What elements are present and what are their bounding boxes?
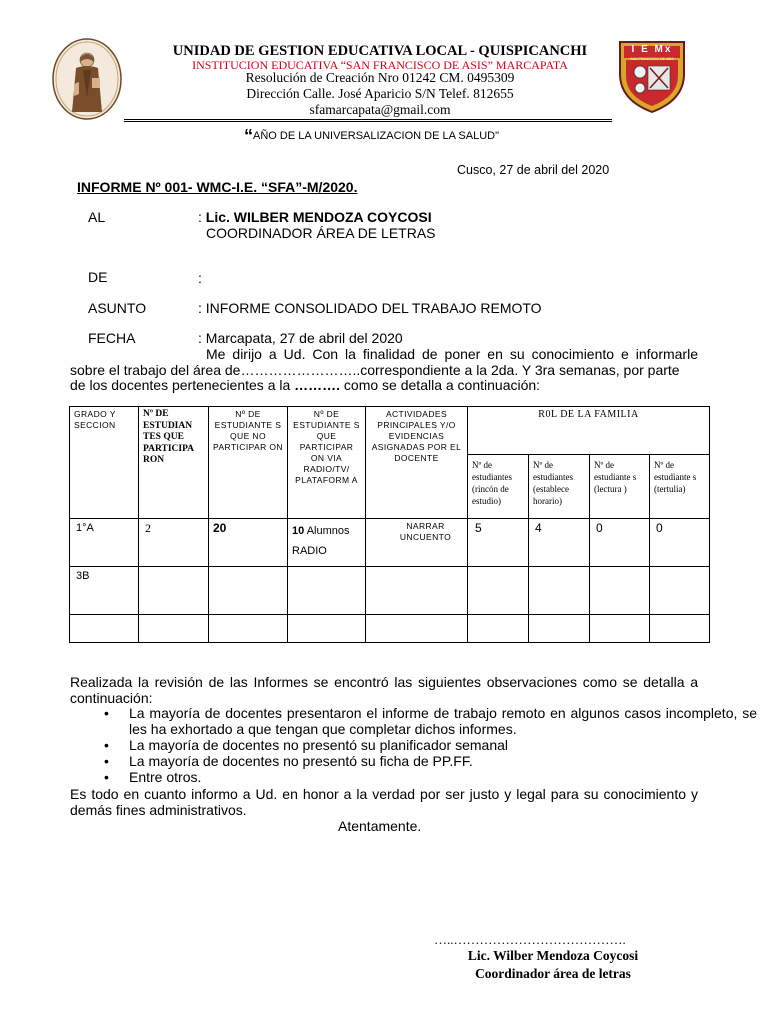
table-header-row — [70, 407, 710, 455]
intro-line-3c: como se detalla a continuación: — [340, 377, 541, 393]
saint-logo — [52, 38, 122, 120]
al-value — [198, 209, 432, 225]
cell-empty — [468, 567, 529, 615]
cell-empty — [366, 567, 468, 615]
cell-empty — [139, 567, 209, 615]
cell-via-text: Alumnos — [304, 525, 350, 537]
table-row — [70, 567, 710, 615]
intro-line-3 — [70, 377, 540, 393]
asunto-value: : INFORME CONSOLIDADO DEL TRABAJO REMOTO — [198, 300, 542, 316]
asunto-label: ASUNTO — [88, 300, 147, 316]
cell-empty — [529, 615, 590, 643]
cell-empty — [70, 615, 139, 643]
institution-name: INSTITUCION EDUCATIVA “SAN FRANCISCO DE ASIS” MARCAPATA — [192, 58, 568, 72]
closing-paragraph: Es todo en cuanto informo a Ud. en honor a la verdad por ser justo y legal para su conocimiento y demás fines administrativos. — [70, 786, 698, 818]
observation-text: La mayoría de docentes no presentó su ficha de PP.FF. — [129, 753, 473, 769]
signer-name: Lic. Wilber Mendoza Coycosi — [467, 948, 639, 963]
header-rule — [124, 119, 612, 122]
cell-tertulia: 0 — [650, 519, 710, 567]
observation-text: Entre otros. — [129, 769, 202, 785]
al-colon: : — [198, 209, 206, 225]
fecha-label: FECHA — [88, 330, 136, 346]
observations-intro: Realizada la revisión de las Informes se encontró las siguientes observaciones como se detalla a continuación: — [70, 674, 698, 706]
year-motto-quote: “ — [244, 126, 253, 146]
cell-empty — [139, 615, 209, 643]
cell-empty — [288, 615, 366, 643]
intro-area-blank: ………. — [294, 377, 341, 393]
bullet-icon: • — [104, 705, 109, 721]
al-name: Lic. WILBER MENDOZA COYCOSI — [205, 209, 432, 225]
cell-empty — [209, 615, 288, 643]
cell-grado: 1°A — [70, 519, 139, 567]
cell-grado: 3B — [70, 567, 139, 615]
atentamente: Atentamente. — [338, 818, 422, 834]
observations-list — [70, 705, 757, 785]
header-via: Nº DE ESTUDIANTE S QUE PARTICIPAR ON VIA RADIO/TV/ PLATAFORM A — [288, 407, 366, 519]
header-tertulia: Nº de estudiante s (tertulia) — [650, 455, 710, 519]
cell-empty — [366, 615, 468, 643]
cell-empty — [468, 615, 529, 643]
table-row — [70, 519, 710, 567]
cell-via-line2: RADIO — [292, 545, 327, 557]
observation-text: La mayoría de docentes no presentó su planificador semanal — [129, 737, 509, 753]
cell-empty — [288, 567, 366, 615]
cell-rincon: 5 — [468, 519, 529, 567]
intro-line-1: Me dirijo a Ud. Con la finalidad de poner en su conocimiento e informarle — [206, 346, 698, 362]
cell-via-number: 10 — [292, 525, 305, 537]
list-item — [104, 753, 757, 769]
resolution-line: Resolución de Creación Nro 01242 CM. 0495309 — [245, 70, 515, 85]
cell-via — [288, 519, 366, 567]
cell-empty — [650, 567, 710, 615]
bullet-icon: • — [104, 753, 109, 769]
header-rol-familia: R0L DE LA FAMILIA — [468, 407, 710, 455]
header-rincon: Nº de estudiantes (rincón de estudio) — [468, 455, 529, 519]
cell-lectura: 0 — [590, 519, 650, 567]
cell-empty — [209, 567, 288, 615]
header-horario: Nº de estudiantes (establece horario) — [529, 455, 590, 519]
cell-actividades: NARRAR UNCUENTO — [366, 519, 468, 567]
observation-text: La mayoría de docentes presentaron el informe de trabajo remoto en algunos casos incompleto, se les ha exhortado a que tengan que completar dichos informes. — [129, 705, 757, 737]
al-subtitle: COORDINADOR ÁREA DE LETRAS — [206, 225, 436, 241]
shield-subtext: SAN FRANCISCO DE ASIS — [630, 57, 674, 61]
bullet-icon: • — [104, 737, 109, 753]
bullet-icon: • — [104, 769, 109, 785]
cell-empty — [590, 567, 650, 615]
list-item — [104, 705, 757, 737]
signer-role: Coordinador área de letras — [475, 966, 631, 981]
al-label: AL — [88, 209, 106, 225]
date-line: Cusco, 27 de abril del 2020 — [457, 163, 610, 177]
results-table — [69, 406, 710, 643]
fecha-value: : Marcapata, 27 de abril del 2020 — [198, 330, 403, 346]
header-lectura: Nº de estudiante s (lectura ) — [590, 455, 650, 519]
intro-line-3a: de los docentes pertenecientes a la — [70, 377, 295, 393]
list-item — [104, 769, 757, 785]
address-line: Dirección Calle. José Aparicio S/N Telef. 812655 — [246, 86, 514, 101]
ugel-title: UNIDAD DE GESTION EDUCATIVA LOCAL - QUISPICANCHI — [172, 43, 588, 59]
cell-empty — [590, 615, 650, 643]
header-grado: GRADO Y SECCION — [70, 407, 139, 519]
report-title: INFORME Nº 001- WMC-I.E. “SFA”-M/2020. — [77, 179, 358, 195]
email-line: sfamarcapata@gmail.com — [309, 102, 451, 117]
cell-empty — [650, 615, 710, 643]
shield-text: I E Mx — [631, 44, 673, 55]
year-motto — [244, 126, 499, 147]
header-no-participaron: Nº DE ESTUDIANTE S QUE NO PARTICIPAR ON — [209, 407, 288, 519]
signature-line: …..…………………………………. — [434, 932, 626, 947]
school-shield-logo — [616, 38, 688, 114]
cell-empty — [529, 567, 590, 615]
de-label: DE — [88, 269, 108, 285]
de-value: : — [198, 270, 202, 286]
intro-line-2: sobre el trabajo del área de……………………..correspondiente a la 2da. Y 3ra semanas, por parte — [70, 362, 680, 378]
cell-horario: 4 — [529, 519, 590, 567]
cell-participaron: 2 — [139, 519, 209, 567]
header-participaron: Nº DE ESTUDIAN TES QUE PARTICIPA RON — [139, 407, 209, 519]
cell-no-participaron: 20 — [209, 519, 288, 567]
list-item — [104, 737, 757, 753]
year-motto-text: AÑO DE LA UNIVERSALIZACION DE LA SALUD" — [253, 130, 499, 142]
header-actividades: ACTIVIDADES PRINCIPALES Y/O EVIDENCIAS ASIGNADAS POR EL DOCENTE — [366, 407, 468, 519]
table-row — [70, 615, 710, 643]
